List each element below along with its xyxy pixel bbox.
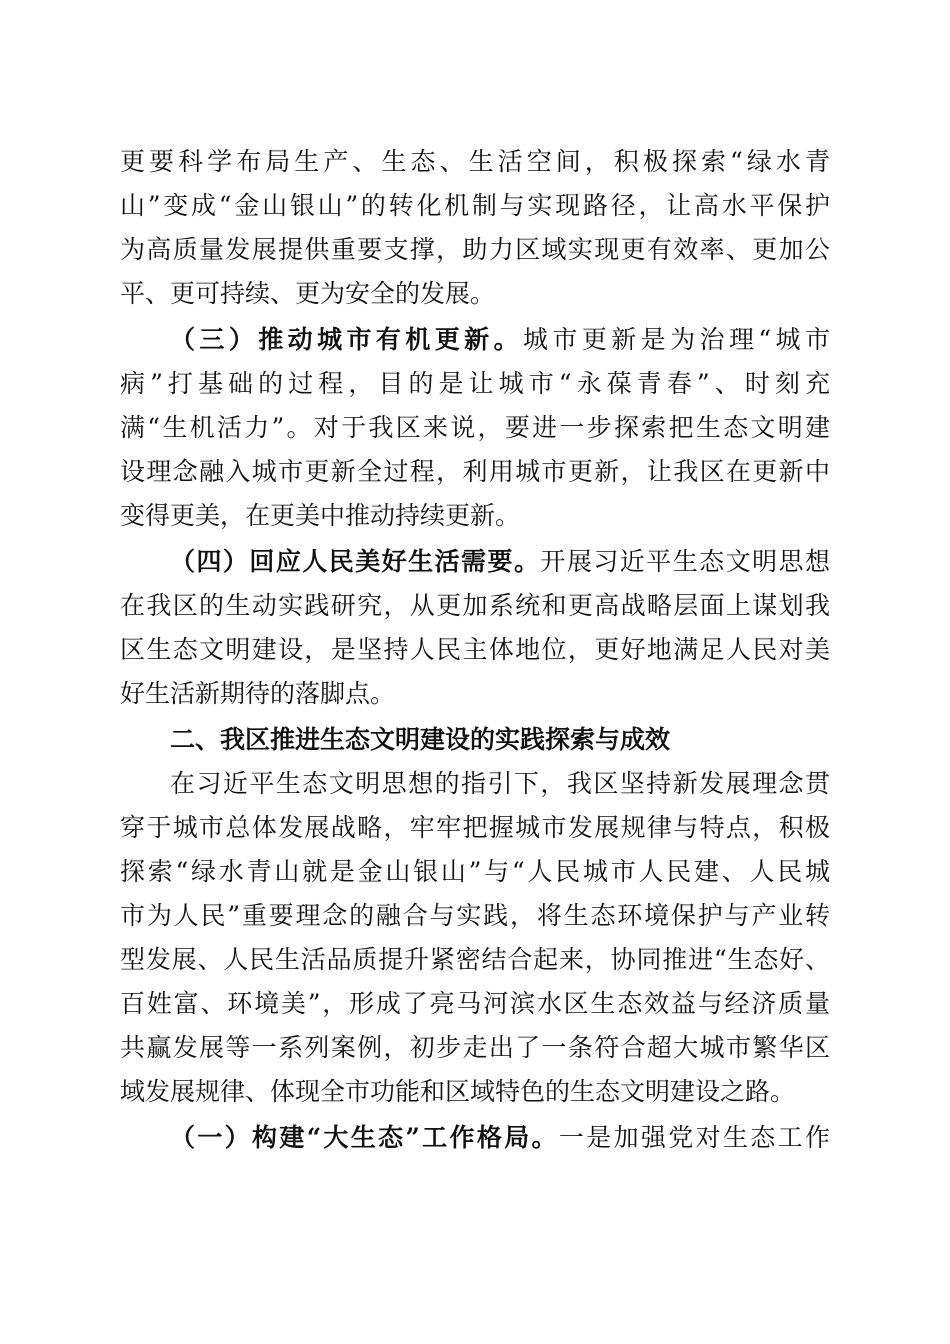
section-three-heading: （三）推动城市有机更新。 [170,325,524,354]
text-line: 域发展规律、体现全市功能和区域特色的生态文明建设之路。 [120,1077,796,1106]
text-line: 区生态文明建设，是坚持人民主体地位，更好地满足人民对美 [120,635,830,664]
section-four-heading: （四）回应人民美好生活需要。 [170,547,541,576]
text-line: 市为人民”重要理念的融合与实践，将生态环境保护与产业转 [120,901,830,930]
text-line: 平、更可持续、更为安全的发展。 [120,279,496,308]
text-line: 更要科学布局生产、生态、生活空间，积极探索“绿水青 [120,147,830,176]
section-three-text: 城市更新是为治理“城市 [523,325,830,354]
text-line: 探索“绿水青山就是金山银山”与“人民城市人民建、人民城 [120,857,830,886]
subsection-one-text: 一是加强党对生态工作 [558,1123,830,1152]
text-line: 山”变成“金山银山”的转化机制与实现路径，让高水平保护 [120,191,830,220]
section-three-first-line [170,325,830,355]
text-line: 共赢发展等一系列案例，初步走出了一条符合超大城市繁华区 [120,1033,830,1062]
text-line: 在我区的生动实践研究，从更加系统和更高战略层面上谋划我 [120,591,830,620]
text-line: 为高质量发展提供重要支撑，助力区域实现更有效率、更加公 [120,235,830,264]
section-four-text: 开展习近平生态文明思想 [540,547,830,576]
text-line: 病”打基础的过程，目的是让城市“永葆青春”、时刻充 [120,369,830,398]
text-line: 在习近平生态文明思想的指引下，我区坚持新发展理念贯 [170,769,830,798]
text-line: 型发展、人民生活品质提升紧密结合起来，协同推进“生态好、 [120,945,830,974]
subsection-one-heading: （一）构建“大生态”工作格局。 [170,1123,559,1152]
text-line: 变得更美，在更美中推动持续更新。 [120,501,521,530]
text-line: 满“生机活力”。对于我区来说，要进一步探索把生态文明建 [120,413,830,442]
text-line: 穿于城市总体发展战略，牢牢把握城市发展规律与特点，积极 [120,813,830,842]
text-line: 设理念融入城市更新全过程，利用城市更新，让我区在更新中 [120,457,830,486]
section-four-first-line [170,547,830,577]
text-line: 好生活新期待的落脚点。 [120,679,396,708]
subsection-one-first-line [170,1123,830,1153]
section-two-heading: 二、我区推进生态文明建设的实践探索与成效 [170,725,671,754]
text-line: 百姓富、环境美”，形成了亮马河滨水区生态效益与经济质量 [120,989,830,1018]
